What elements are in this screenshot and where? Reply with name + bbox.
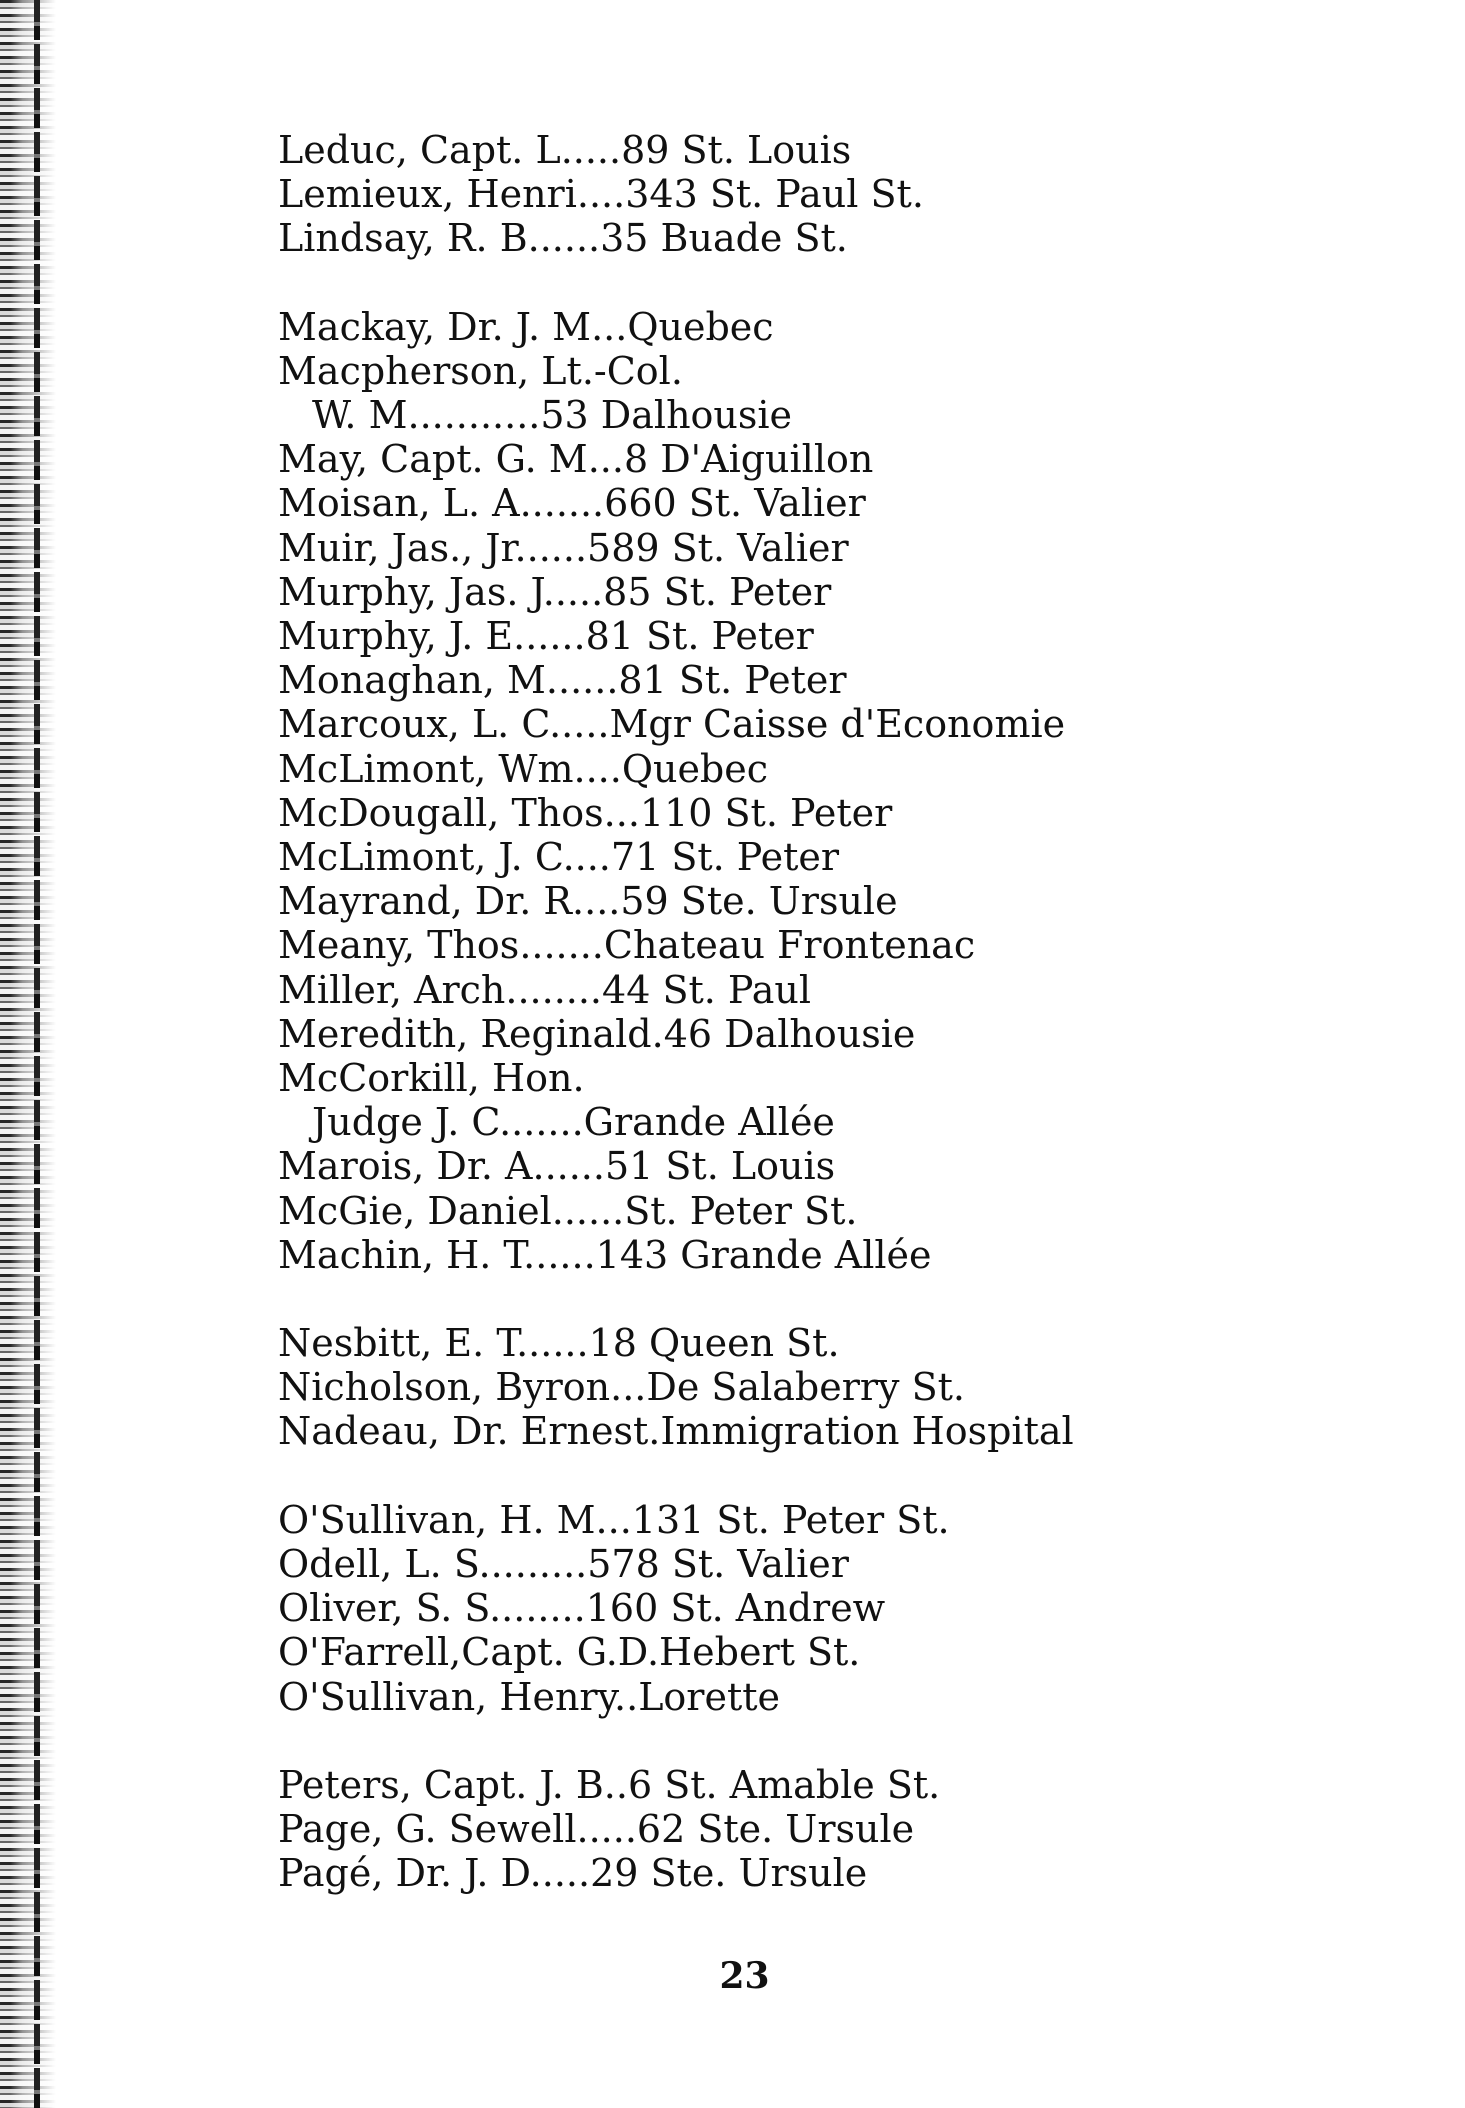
directory-entry bbox=[278, 1365, 1278, 1409]
dot-leader: ..... bbox=[576, 1806, 637, 1851]
entry-name: Nesbitt, E. T bbox=[278, 1321, 517, 1366]
entry-address: 343 St. Paul St. bbox=[625, 172, 924, 217]
directory-entry bbox=[278, 1763, 1278, 1807]
entry-name: McGie, Daniel bbox=[278, 1188, 552, 1233]
directory-entry bbox=[278, 1807, 1278, 1851]
entry-name: McDougall, Thos bbox=[278, 790, 604, 835]
directory-entry bbox=[278, 172, 1278, 216]
dot-leader: ... bbox=[587, 437, 624, 482]
entry-name: Mackay, Dr. J. M bbox=[278, 304, 592, 349]
dot-leader: ..... bbox=[560, 128, 622, 172]
directory-entry bbox=[278, 1675, 1278, 1719]
entry-address: 29 Ste. Ursule bbox=[590, 1851, 868, 1896]
binding-shadow-line bbox=[34, 0, 40, 2108]
entry-name: Marcoux, L. C bbox=[278, 702, 550, 747]
entry-name: Muir, Jas., Jr bbox=[278, 525, 515, 570]
entry-name: Lemieux, Henri bbox=[278, 172, 577, 217]
page-binding-edge bbox=[0, 0, 56, 2108]
dot-leader: ...... bbox=[514, 525, 588, 570]
dot-leader: .... bbox=[572, 879, 621, 924]
page-number bbox=[0, 1955, 1465, 1997]
dot-leader: ...... bbox=[551, 1188, 625, 1233]
dot-leader: ...... bbox=[532, 1144, 605, 1189]
dot-leader: ........ bbox=[489, 1586, 586, 1631]
entry-address: Chateau Frontenac bbox=[603, 923, 976, 968]
entry-name: Oliver, S. S bbox=[278, 1586, 490, 1631]
entry-name: Machin, H. T bbox=[278, 1232, 524, 1277]
entry-name: Leduc, Capt. L bbox=[278, 128, 561, 172]
dot-leader: ....... bbox=[519, 923, 604, 968]
entry-name: McLimont, J. C bbox=[278, 835, 563, 880]
directory-entry-continuation bbox=[278, 393, 1278, 437]
dot-leader: ... bbox=[595, 1497, 632, 1542]
directory-entry bbox=[278, 570, 1278, 614]
dot-leader: .. bbox=[603, 1762, 628, 1807]
dot-leader: ......... bbox=[478, 1541, 588, 1586]
directory-entry bbox=[278, 923, 1278, 967]
directory-entry bbox=[278, 1233, 1278, 1277]
dot-leader: .... bbox=[562, 835, 611, 880]
page-number-text: 23 bbox=[719, 1955, 770, 1997]
dot-leader: . bbox=[651, 1011, 664, 1056]
dot-leader: ..... bbox=[549, 702, 610, 747]
entry-address: Lorette bbox=[638, 1674, 780, 1719]
entry-name-continuation: W. M bbox=[312, 393, 408, 438]
entry-name: Lindsay, R. B bbox=[278, 216, 528, 261]
entry-name: Mayrand, Dr. R bbox=[278, 879, 573, 924]
entry-name: McLimont, Wm bbox=[278, 746, 574, 791]
entry-address: St. Peter St. bbox=[624, 1188, 858, 1233]
dot-leader: ..... bbox=[542, 569, 604, 614]
directory-entry bbox=[278, 437, 1278, 481]
dot-leader: . bbox=[648, 1409, 661, 1454]
entry-name: Marois, Dr. A bbox=[278, 1144, 533, 1189]
directory-entry bbox=[278, 1056, 1278, 1100]
entry-address: 143 Grande Allée bbox=[595, 1232, 932, 1277]
entry-address: 589 St. Valier bbox=[587, 525, 849, 570]
directory-entry bbox=[278, 216, 1278, 260]
entry-name: Monaghan, M bbox=[278, 658, 546, 703]
directory-entry bbox=[278, 1498, 1278, 1542]
dot-leader: ........ bbox=[505, 967, 603, 1012]
directory-entry bbox=[278, 879, 1278, 923]
entry-address: Grande Allée bbox=[583, 1100, 835, 1145]
entry-address: Quebec bbox=[627, 304, 774, 349]
directory-listing bbox=[278, 128, 1278, 1895]
entry-address: 85 St. Peter bbox=[603, 569, 832, 614]
entry-address: 81 St. Peter bbox=[585, 614, 814, 659]
dot-leader: . bbox=[646, 1630, 660, 1675]
entry-name: Nicholson, Byron bbox=[278, 1365, 611, 1410]
dot-leader: ...... bbox=[516, 1321, 589, 1366]
entry-address: 53 Dalhousie bbox=[540, 393, 793, 438]
entry-address: Mgr Caisse d'Economie bbox=[609, 702, 1066, 747]
dot-leader: ...... bbox=[513, 614, 586, 659]
directory-entry bbox=[278, 1012, 1278, 1056]
entry-address: 59 Ste. Ursule bbox=[620, 879, 898, 924]
directory-entry bbox=[278, 1409, 1278, 1453]
entry-name: Miller, Arch bbox=[278, 967, 506, 1012]
directory-entry bbox=[278, 1542, 1278, 1586]
entry-address: 660 St. Valier bbox=[604, 481, 866, 526]
letter-group-n bbox=[278, 1321, 1278, 1454]
dot-leader: .... bbox=[573, 746, 622, 791]
directory-entry bbox=[278, 1630, 1278, 1674]
entry-name: Nadeau, Dr. Ernest bbox=[278, 1409, 649, 1454]
entry-name: Murphy, J. E bbox=[278, 614, 514, 659]
directory-entry bbox=[278, 791, 1278, 835]
directory-entry bbox=[278, 747, 1278, 791]
entry-address: Immigration Hospital bbox=[660, 1409, 1074, 1454]
entry-address: De Salaberry St. bbox=[646, 1365, 965, 1410]
dot-leader: ...... bbox=[527, 216, 601, 261]
entry-address: 578 St. Valier bbox=[587, 1541, 849, 1586]
entry-address: 110 St. Peter bbox=[639, 790, 893, 835]
entry-name: Macpherson, Lt.-Col. bbox=[278, 348, 683, 393]
directory-entry bbox=[278, 1321, 1278, 1365]
entry-address: 44 St. Paul bbox=[602, 967, 812, 1012]
dot-leader: ... bbox=[591, 304, 628, 349]
entry-name-continuation: Judge J. C bbox=[312, 1100, 500, 1145]
entry-name: Peters, Capt. J. B bbox=[278, 1762, 604, 1807]
dot-leader: ...... bbox=[523, 1232, 596, 1277]
entry-address: Quebec bbox=[621, 746, 769, 791]
directory-entry bbox=[278, 658, 1278, 702]
entry-address: 51 St. Louis bbox=[604, 1144, 836, 1189]
entry-address: 89 St. Louis bbox=[621, 128, 852, 172]
directory-entry bbox=[278, 835, 1278, 879]
entry-name: Page, G. Sewell bbox=[278, 1806, 577, 1851]
entry-name: Meredith, Reginald bbox=[278, 1011, 652, 1056]
dot-leader: ....... bbox=[499, 1100, 584, 1145]
entry-name: O'Farrell,Capt. G.D bbox=[278, 1630, 647, 1675]
entry-address: 35 Buade St. bbox=[600, 216, 848, 261]
entry-name: O'Sullivan, Henry bbox=[278, 1674, 615, 1719]
entry-name: May, Capt. G. M bbox=[278, 437, 588, 482]
letter-group-p bbox=[278, 1763, 1278, 1896]
entry-address: 81 St. Peter bbox=[618, 658, 847, 703]
directory-entry bbox=[278, 481, 1278, 525]
entry-name: Odell, L. S bbox=[278, 1541, 479, 1586]
directory-entry bbox=[278, 614, 1278, 658]
directory-entry bbox=[278, 349, 1278, 393]
entry-address: Hebert St. bbox=[659, 1630, 861, 1675]
letter-group-o bbox=[278, 1498, 1278, 1719]
letter-group-l bbox=[278, 128, 1278, 261]
entry-address: 18 Queen St. bbox=[588, 1321, 840, 1366]
entry-address: 62 Ste. Ursule bbox=[636, 1806, 915, 1851]
dot-leader: .... bbox=[576, 172, 626, 217]
entry-address: 46 Dalhousie bbox=[663, 1011, 916, 1056]
entry-name: Pagé, Dr. J. D bbox=[278, 1851, 530, 1896]
dot-leader: ........... bbox=[407, 393, 541, 438]
directory-entry bbox=[278, 526, 1278, 570]
entry-name: Meany, Thos bbox=[278, 923, 520, 968]
entry-address: 8 D'Aiguillon bbox=[623, 437, 874, 482]
dot-leader: ...... bbox=[545, 658, 619, 703]
directory-entry bbox=[278, 1144, 1278, 1188]
dot-leader: ....... bbox=[519, 481, 605, 526]
entry-name: O'Sullivan, H. M bbox=[278, 1497, 596, 1542]
directory-entry bbox=[278, 968, 1278, 1012]
entry-address: 160 St. Andrew bbox=[585, 1586, 886, 1631]
letter-group-m bbox=[278, 305, 1278, 1277]
directory-entry bbox=[278, 702, 1278, 746]
directory-entry bbox=[278, 305, 1278, 349]
directory-entry bbox=[278, 128, 1278, 172]
directory-entry-continuation bbox=[278, 1100, 1278, 1144]
entry-address: 6 St. Amable St. bbox=[627, 1762, 941, 1807]
dot-leader: .. bbox=[614, 1674, 639, 1719]
entry-address: 71 St. Peter bbox=[610, 835, 840, 880]
entry-name: Moisan, L. A bbox=[278, 481, 520, 526]
directory-entry bbox=[278, 1851, 1278, 1895]
dot-leader: ... bbox=[610, 1365, 647, 1410]
dot-leader: ... bbox=[603, 790, 640, 835]
directory-entry bbox=[278, 1189, 1278, 1233]
entry-name: Murphy, Jas. J bbox=[278, 569, 543, 614]
entry-name: McCorkill, Hon. bbox=[278, 1056, 585, 1101]
entry-address: 131 St. Peter St. bbox=[631, 1497, 950, 1542]
directory-entry bbox=[278, 1586, 1278, 1630]
dot-leader: ..... bbox=[529, 1851, 591, 1896]
